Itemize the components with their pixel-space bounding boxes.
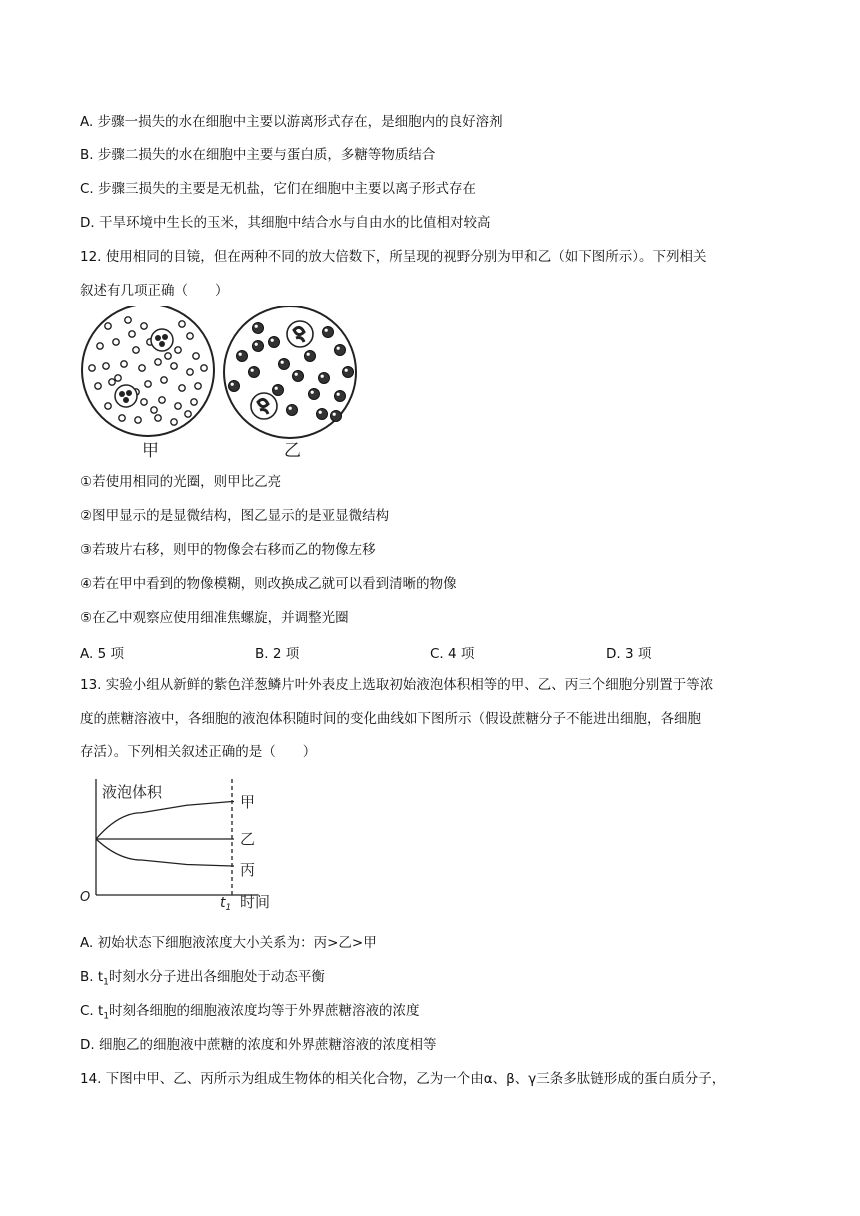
q11-option-c: C. 步骤三损失的主要是无机盐，它们在细胞中主要以离子形式存在 [80,181,477,197]
small-cell [179,385,185,391]
cell-highlight [337,393,340,396]
small-cell [135,417,141,423]
small-cell [187,333,193,339]
cell-highlight [311,391,314,394]
small-cell [171,419,177,425]
small-cell [133,347,139,353]
large-cell [269,337,280,348]
q12-stem-line1: 12. 使用相同的目镜，但在两种不同的放大倍数下，所呈现的视野分别为甲和乙（如下图所示）。下列相关 [80,249,707,265]
cell-highlight [333,413,336,416]
large-cell [249,367,260,378]
small-cell [105,403,111,409]
small-cell [193,353,199,359]
cell-highlight [319,411,322,414]
small-cell [141,399,147,405]
large-cell [305,351,316,362]
q12-option-a: A. 5 项 [80,646,124,662]
cell-highlight [289,407,292,410]
small-cell [195,383,201,389]
small-cell [175,347,181,353]
small-cell [185,411,191,417]
q12-statement-2: ②图甲显示的是显微结构，图乙显示的是亚显微结构 [80,508,390,524]
large-cell [279,359,290,370]
cell-highlight [325,329,328,332]
cell-highlight [255,325,258,328]
q11-option-a: A. 步骤一损失的水在细胞中主要以游离形式存在，是细胞内的良好溶剂 [80,114,503,130]
large-cell [287,405,298,416]
q13-stem-line1: 13. 实验小组从新鲜的紫色洋葱鳞片叶外表皮上选取初始液泡体积相等的甲、乙、丙三个细胞分别置于等浓 [80,677,714,693]
q11-option-d: D. 干旱环境中生长的玉米，其细胞中结合水与自由水的比值相对较高 [80,215,491,231]
blood-cell-yi-1 [287,321,313,347]
q12-statement-1: ①若使用相同的光圈，则甲比乙亮 [80,474,282,490]
cell-highlight [321,375,324,378]
blood-cell-jia-2 [115,385,137,407]
q12-option-d: D. 3 项 [606,646,652,662]
large-cell [229,381,240,392]
small-cell [151,407,157,413]
q12-options [80,642,780,660]
large-cell [343,367,354,378]
q13-option-a: A. 初始状态下细胞液浓度大小关系为：丙>乙>甲 [80,935,377,951]
large-cell [323,327,334,338]
large-cell [317,409,328,420]
series-label-bing: 丙 [240,861,256,879]
small-cell [139,365,145,371]
cell-highlight [295,373,298,376]
small-cell [155,359,161,365]
q13-stem-line2: 度的蔗糖溶液中，各细胞的液泡体积随时间的变化曲线如下图所示（假设蔗糖分子不能进出细胞，各细胞 [80,711,701,727]
q12-stem-line2: 叙述有几项正确（ ） [80,283,229,299]
small-cell [89,365,95,371]
cell-highlight [281,361,284,364]
large-cell [237,351,248,362]
q13-option-b: B. $t_1$时刻水分子进出各细胞处于动态平衡 [80,969,325,988]
large-cell [309,389,320,400]
q12-option-c: C. 4 项 [430,646,475,662]
large-cell [335,345,346,356]
q12-statement-4: ④若在甲中看到的物像模糊，则改换成乙就可以看到清晰的物像 [80,576,457,592]
small-cell [95,383,101,389]
small-cell [105,323,111,329]
cell-highlight [271,339,274,342]
large-cell [293,371,304,382]
cell-highlight [255,343,258,346]
curve-bing [96,839,234,866]
small-cell [159,397,165,403]
small-cell [103,363,109,369]
cell-highlight [231,383,234,386]
small-cell [161,377,167,383]
q13-option-d: D. 细胞乙的细胞液中蔗糖的浓度和外界蔗糖溶液的浓度相等 [80,1037,437,1053]
large-cell [331,411,342,422]
small-cell [115,375,121,381]
small-cell [113,339,119,345]
small-cell [125,317,131,323]
blood-cell-yi-2 [251,393,277,419]
cell-highlight [337,347,340,350]
q12-statement-3: ③若玻片右移，则甲的物像会右移而乙的物像左移 [80,542,376,558]
cell-highlight [275,387,278,390]
small-cell [155,415,161,421]
small-cell [201,365,207,371]
curve-jia [96,802,234,840]
microscope-fields-figure [78,306,368,464]
q13-stem-line3: 存活）。下列相关叙述正确的是（ ） [80,744,317,760]
cell-highlight [345,369,348,372]
small-cell [187,369,193,375]
small-cell [97,343,103,349]
field-jia [82,306,214,436]
large-cell [253,341,264,352]
small-cell [141,323,147,329]
field-jia-label: 甲 [142,441,159,461]
small-cell [119,415,125,421]
field-yi [224,306,356,438]
cell-highlight [307,353,310,356]
x-axis-label: 时间 [240,893,271,911]
small-cell [171,363,177,369]
q13-option-c: C. $t_1$时刻各细胞的细胞液浓度均等于外界蔗糖溶液的浓度 [80,1003,420,1022]
large-cell [253,323,264,334]
large-cell [273,385,284,396]
blood-cell-jia-1 [151,329,173,351]
small-cell [121,361,127,367]
small-cell [179,321,185,327]
cell-highlight [239,353,242,356]
q11-option-b: B. 步骤二损失的水在细胞中主要与蛋白质，多糖等物质结合 [80,147,436,163]
y-axis-label: 液泡体积 [102,783,163,801]
large-cell [319,373,330,384]
q12-statement-5: ⑤在乙中观察应使用细准焦螺旋，并调整光圈 [80,610,349,626]
q12-option-b: B. 2 项 [255,646,300,662]
q14-stem-line1: 14. 下图中甲、乙、丙所示为组成生物体的相关化合物，乙为一个由α、β、γ三条多肽链形成的蛋白质分子， [80,1071,726,1087]
small-cell [109,379,115,385]
small-cell [191,399,197,405]
small-cell [129,331,135,337]
large-cell [335,391,346,402]
small-cell [165,353,171,359]
vacuole-volume-chart [78,775,288,915]
field-yi-label: 乙 [284,441,301,461]
series-label-jia: 甲 [240,793,256,811]
small-cell [175,403,181,409]
t1-label: $t_1$ [220,895,232,913]
origin-label: O [80,890,91,905]
cell-highlight [251,369,254,372]
small-cell [145,381,151,387]
series-label-yi: 乙 [240,830,256,848]
